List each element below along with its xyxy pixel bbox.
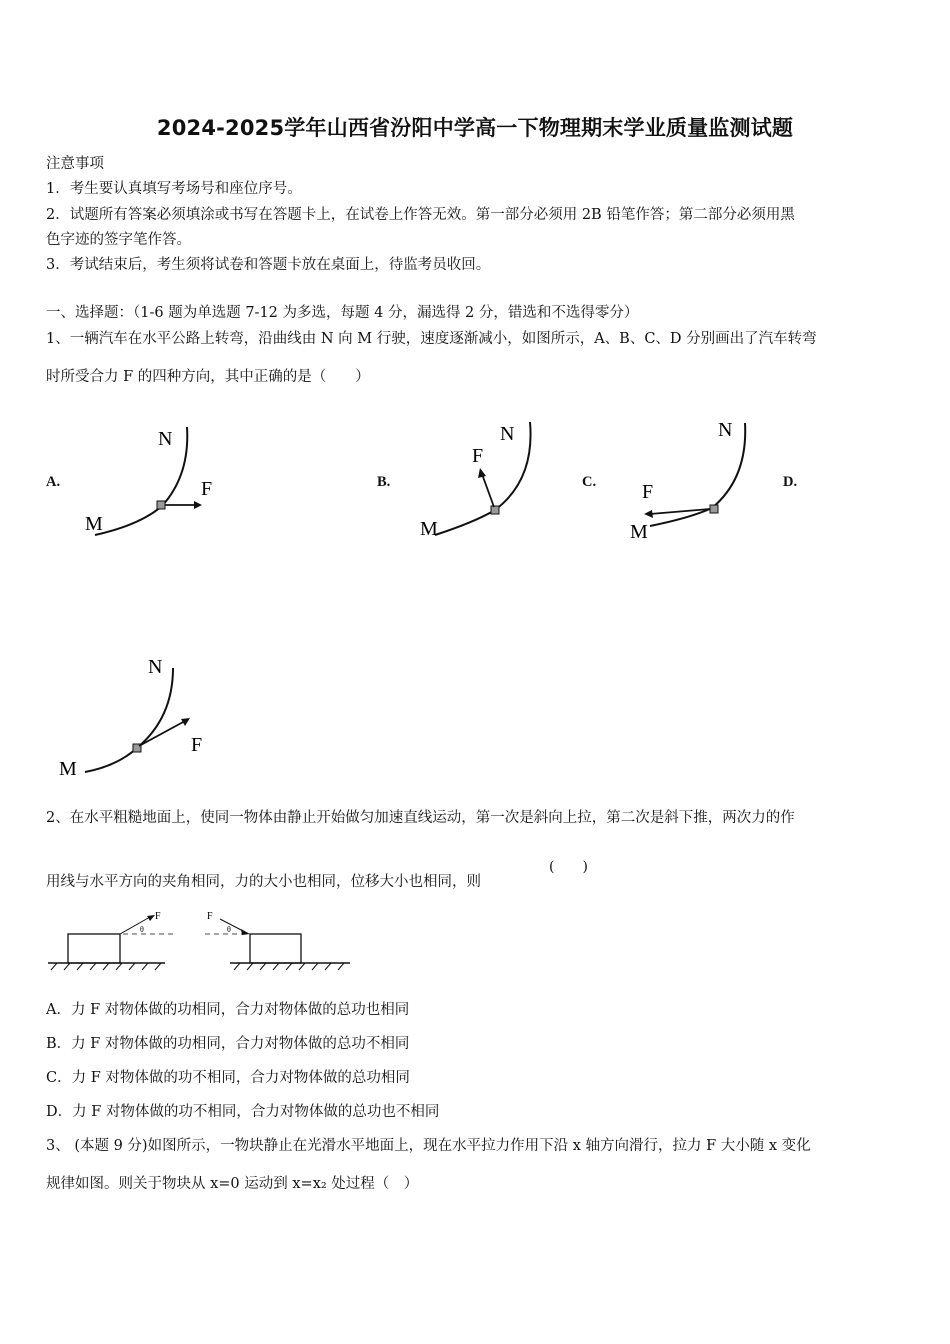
q2-option-b: B．力 F 对物体做的功相同，合力对物体做的总功不相同 <box>46 1036 410 1052</box>
q2-stem-line2: 用线与水平方向的夹角相同，力的大小也相同，位移大小也相同，则 <box>46 874 481 890</box>
label-m: M <box>420 518 438 540</box>
label-n: N <box>158 428 173 450</box>
notice-item: 2．试题所有答案必须填涂或书写在答题卡上，在试卷上作答无效。第一部分必须用 2B 铅笔作答；第二部分必须用黑 <box>46 207 795 223</box>
q2-option-a: A．力 F 对物体做的功相同，合力对物体做的总功也相同 <box>46 1002 410 1018</box>
section-heading: 一、选择题：（1-6 题为单选题 7-12 为多选，每题 4 分，漏选得 2 分，错选和不选得零分） <box>46 305 639 321</box>
page-title: 2024-2025学年山西省汾阳中学高一下物理期末学业质量监测试题 <box>156 116 794 140</box>
q1-option-d-label: D. <box>783 474 798 490</box>
q1-stem-line2: 时所受合力 F 的四种方向，其中正确的是（ ） <box>46 369 370 385</box>
q2-figure <box>45 905 355 975</box>
q1-option-a-label: A. <box>46 474 61 490</box>
label-f: F <box>201 478 213 500</box>
label-f: F <box>472 445 484 467</box>
label-f: F <box>155 911 161 922</box>
q1-stem-line1: 1、一辆汽车在水平公路上转弯，沿曲线由 N 向 M 行驶，速度逐渐减小，如图所示，A、B、C、D 分别画出了汽车转弯 <box>46 331 817 347</box>
notice-heading: 注意事项 <box>46 156 104 172</box>
q3-stem-line2: 规律如图。则关于物块从 x=0 运动到 x=x₂ 处过程（ ） <box>46 1176 419 1192</box>
q1-figure-d <box>55 648 220 783</box>
q1-figure-b <box>410 410 560 545</box>
notice-item: 色字迹的签字笔作答。 <box>46 232 191 248</box>
q1-option-c-label: C. <box>582 474 597 490</box>
label-m: M <box>59 758 77 780</box>
label-n: N <box>500 423 515 445</box>
q1-figure-a <box>70 415 230 545</box>
q2-option-c: C．力 F 对物体做的功不相同，合力对物体做的总功相同 <box>46 1070 410 1086</box>
label-f: F <box>207 911 213 922</box>
label-f: F <box>191 734 203 756</box>
label-m: M <box>85 513 103 535</box>
q2-stem-line1: 2、在水平粗糙地面上，使同一物体由静止开始做匀加速直线运动，第一次是斜向上拉，第二次是斜下推，两次力的作 <box>46 810 795 826</box>
q2-option-d: D．力 F 对物体做的功不相同，合力对物体做的总功也不相同 <box>46 1104 440 1120</box>
q1-option-b-label: B. <box>377 474 391 490</box>
notice-item: 1．考生要认真填写考场号和座位序号。 <box>46 181 302 197</box>
label-f: F <box>642 481 654 503</box>
label-n: N <box>718 419 733 441</box>
q2-answer-paren: ( ) <box>549 859 588 875</box>
label-n: N <box>148 656 163 678</box>
label-m: M <box>630 521 648 543</box>
q3-stem-line1: 3、 (本题 9 分)如图所示，一物块静止在光滑水平地面上，现在水平拉力作用下沿 x 轴方向滑行，拉力 F 大小随 x 变化 <box>46 1138 811 1154</box>
label-theta: θ <box>227 925 231 934</box>
notice-item: 3．考试结束后，考生须将试卷和答题卡放在桌面上，待监考员收回。 <box>46 257 491 273</box>
q1-figure-c <box>620 408 760 548</box>
label-theta: θ <box>140 925 144 934</box>
